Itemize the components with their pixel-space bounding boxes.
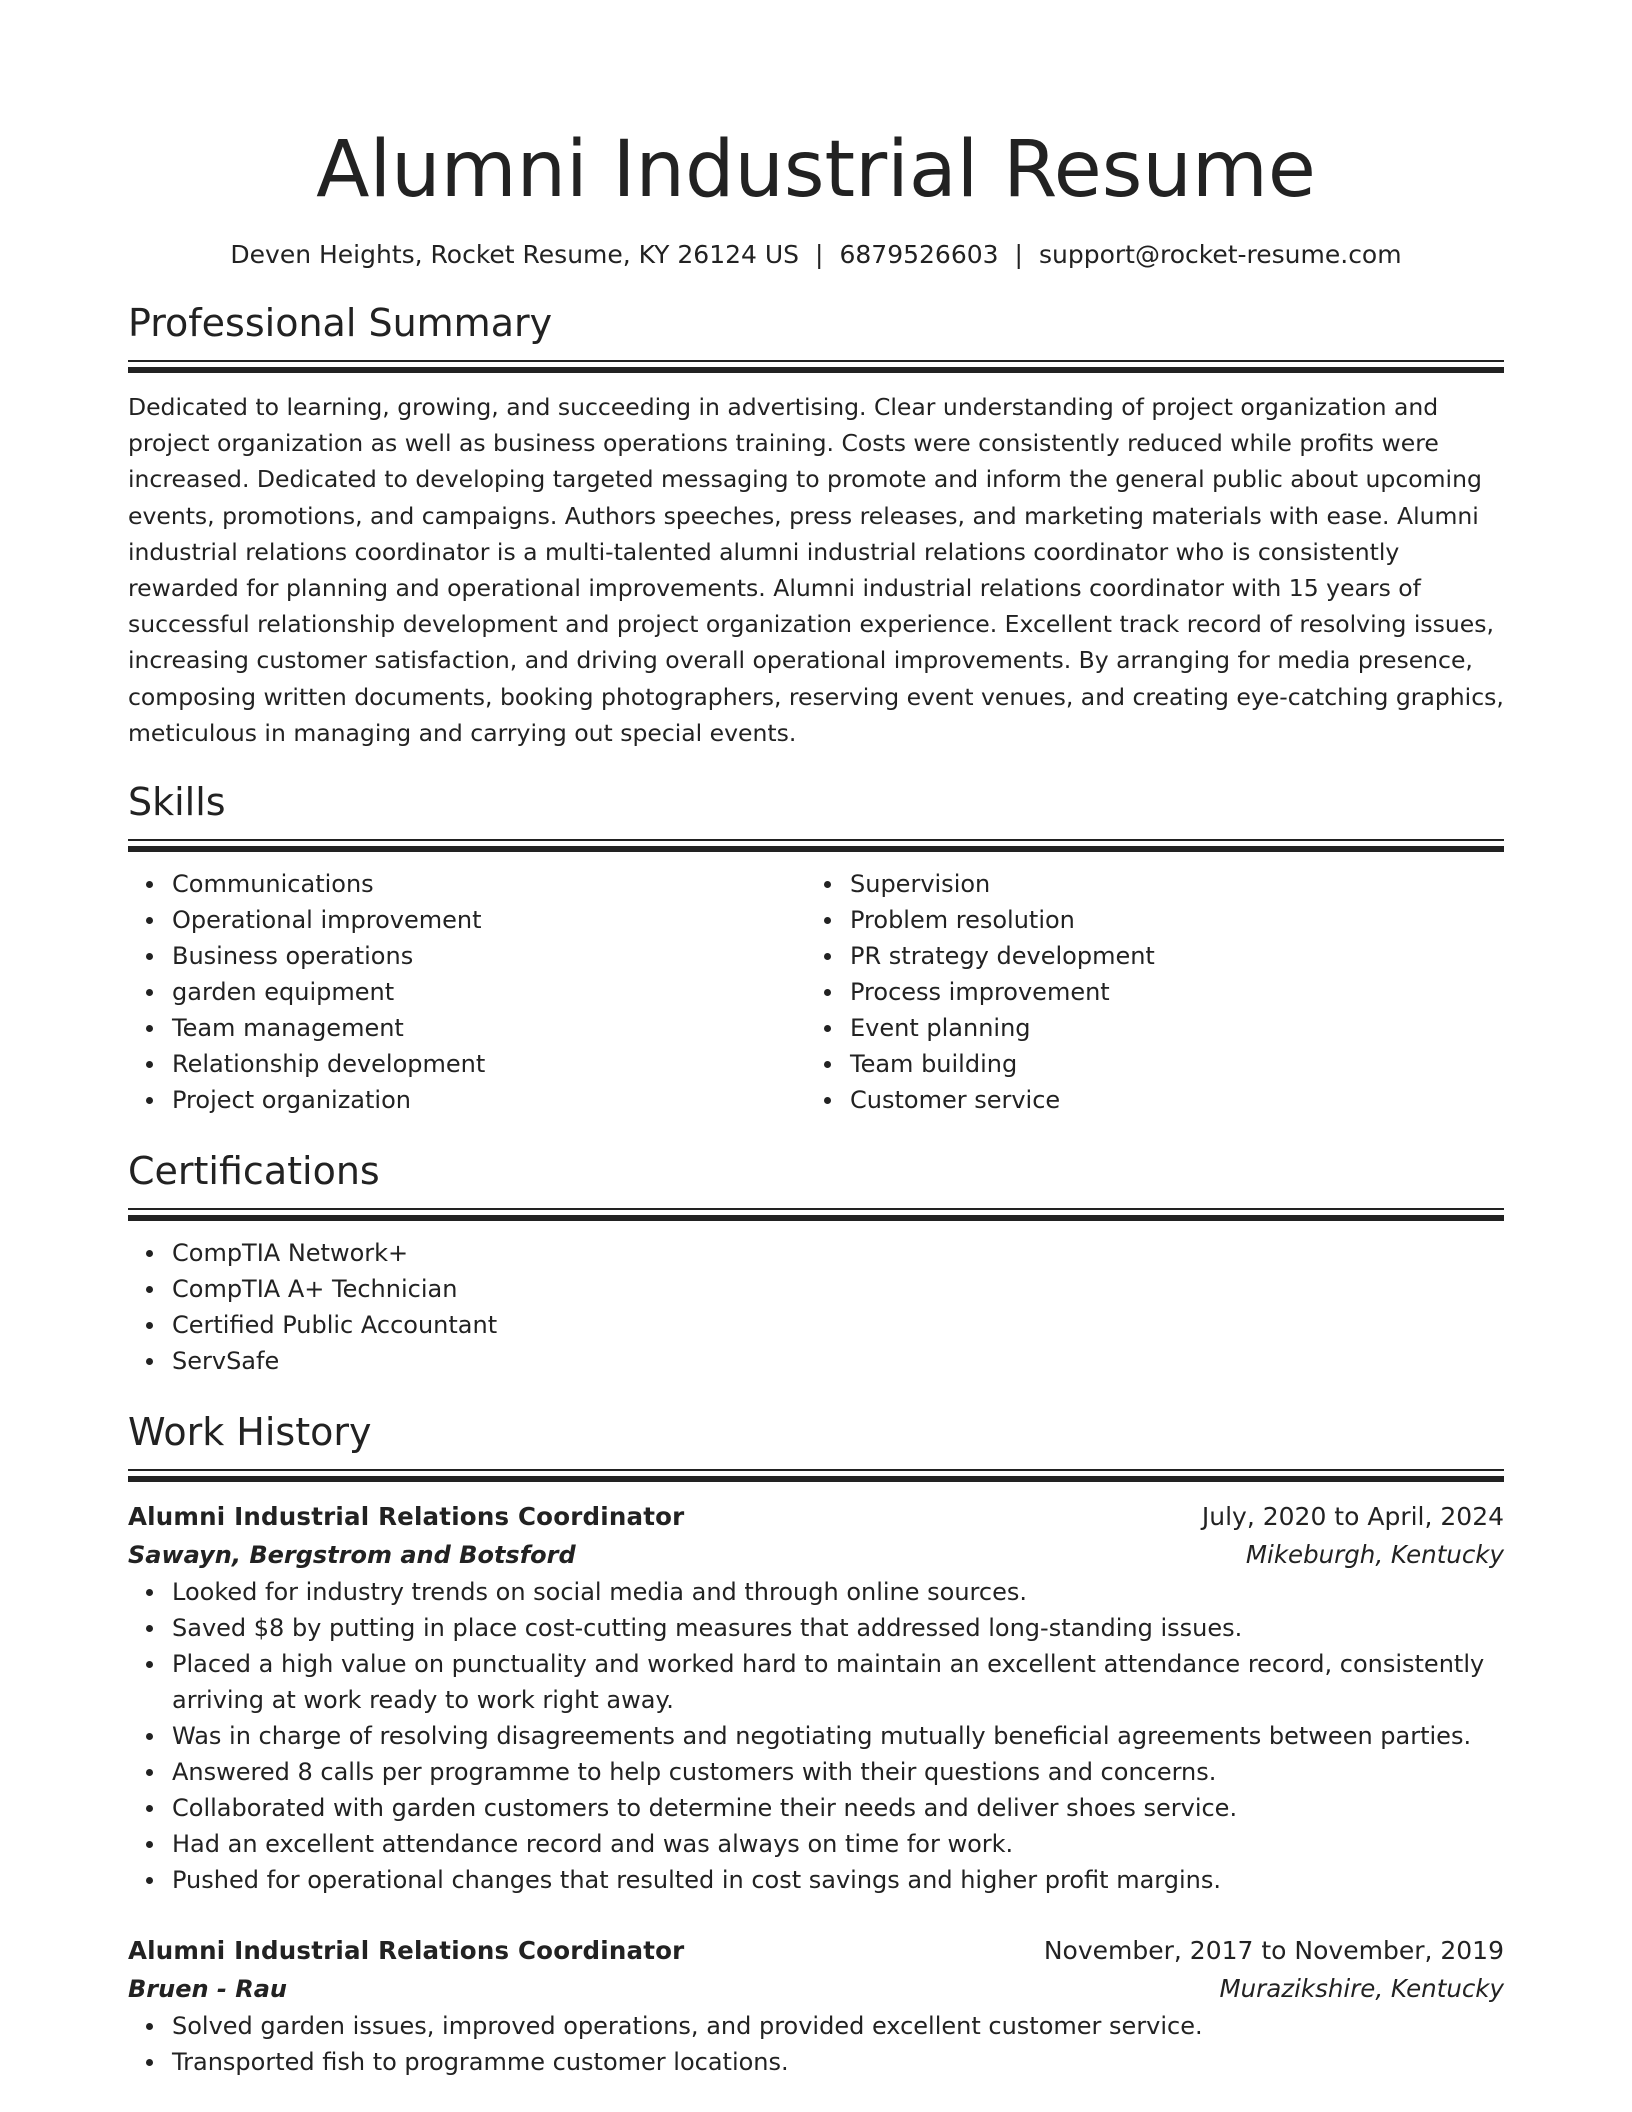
job-company: Sawayn, Bergstrom and Botsford <box>128 1541 576 1570</box>
skill-item: Communications <box>172 866 806 902</box>
job-company: Bruen - Rau <box>128 1975 288 2004</box>
certification-item: CompTIA Network+ <box>172 1235 1504 1271</box>
job-duty: Transported fish to programme customer locations. <box>172 2044 1504 2080</box>
skill-item: Team building <box>850 1046 1484 1082</box>
section-divider <box>128 360 1504 373</box>
certifications-section <box>128 1148 1504 1379</box>
contact-separator: | <box>1014 240 1023 269</box>
certifications-title: Certifications <box>128 1149 380 1194</box>
skill-item: Problem resolution <box>850 902 1484 938</box>
job-dates: July, 2020 to April, 2024 <box>1201 1502 1504 1532</box>
job-entry <box>128 1498 1504 1898</box>
skill-item: Operational improvement <box>172 902 806 938</box>
resume-name: Alumni Industrial Resume <box>316 125 1316 215</box>
job-duty: Saved $8 by putting in place cost-cutting measures that addressed long-standing issues. <box>172 1610 1504 1646</box>
resume-page <box>128 0 1504 2080</box>
skills-section <box>128 779 1504 1118</box>
skill-item: Relationship development <box>172 1046 806 1082</box>
job-duty: Was in charge of resolving disagreements and negotiating mutually beneficial agreements between parties. <box>172 1718 1504 1754</box>
job-duty: Pushed for operational changes that resulted in cost savings and higher profit margins. <box>172 1862 1504 1898</box>
contact-line <box>128 238 1504 272</box>
job-duties-list <box>128 2008 1504 2080</box>
skill-item: Customer service <box>850 1082 1484 1118</box>
skill-item: Team management <box>172 1010 806 1046</box>
job-title: Alumni Industrial Relations Coordinator <box>128 1502 685 1532</box>
skill-item: garden equipment <box>172 974 806 1010</box>
certification-item: CompTIA A+ Technician <box>172 1271 1504 1307</box>
job-duty: Looked for industry trends on social media and through online sources. <box>172 1574 1504 1610</box>
certifications-list <box>128 1235 1504 1379</box>
job-subheader <box>128 1970 1504 2008</box>
job-entry <box>128 1932 1504 2080</box>
job-title: Alumni Industrial Relations Coordinator <box>128 1936 685 1966</box>
skills-column-left <box>128 866 806 1118</box>
job-dates: November, 2017 to November, 2019 <box>1043 1936 1504 1966</box>
section-divider <box>128 839 1504 852</box>
work-history-section <box>128 1409 1504 2080</box>
section-divider <box>128 1469 1504 1482</box>
section-divider <box>128 1208 1504 1221</box>
skills-list-left <box>128 866 806 1118</box>
skill-item: Business operations <box>172 938 806 974</box>
job-duty: Solved garden issues, improved operations, and provided excellent customer service. <box>172 2008 1504 2044</box>
skill-item: Process improvement <box>850 974 1484 1010</box>
summary-section <box>128 300 1504 751</box>
skills-list-right <box>806 866 1484 1118</box>
job-subheader <box>128 1536 1504 1574</box>
skills-column-right <box>806 866 1484 1118</box>
certification-item: Certified Public Accountant <box>172 1307 1504 1343</box>
job-duties-list <box>128 1574 1504 1898</box>
contact-email: support@rocket-resume.com <box>1038 240 1402 269</box>
skill-item: Supervision <box>850 866 1484 902</box>
skills-grid <box>128 866 1504 1118</box>
contact-phone: 6879526603 <box>839 240 999 269</box>
work-history-title: Work History <box>128 1410 372 1455</box>
job-location: Mikeburgh, Kentucky <box>1245 1540 1504 1570</box>
job-header <box>128 1498 1504 1536</box>
skill-item: Event planning <box>850 1010 1484 1046</box>
job-header <box>128 1932 1504 1970</box>
skills-title: Skills <box>128 780 226 825</box>
summary-text: Dedicated to learning, growing, and succeeding in advertising. Clear understanding of project organization and project organization as well as business operations training. Costs were consistently reduced while profits were increased. Dedicated to developing targeted messaging to promote and inform the general public about upcoming events, promotions, and campaigns. Authors speeches, press releases, and marketing materials with ease. Alumni industrial relations coordinator is a multi-talented alumni industrial relations coordinator who is consistently rewarded for planning and operational improvements. Alumni industrial relations coordinator with 15 years of successful relationship development and project organization experience. Excellent track record of resolving issues, increasing customer satisfaction, and driving overall operational improvements. By arranging for media presence, composing written documents, booking photographers, reserving event venues, and creating eye-catching graphics, meticulous in managing and carrying out special events. <box>128 393 1504 747</box>
skill-item: Project organization <box>172 1082 806 1118</box>
contact-address: Deven Heights, Rocket Resume, KY 26124 US <box>230 240 800 269</box>
contact-separator: | <box>815 240 824 269</box>
job-duty: Collaborated with garden customers to determine their needs and deliver shoes service. <box>172 1790 1504 1826</box>
certification-item: ServSafe <box>172 1343 1504 1379</box>
skill-item: PR strategy development <box>850 938 1484 974</box>
job-location: Murazikshire, Kentucky <box>1219 1974 1504 2004</box>
job-duty: Placed a high value on punctuality and worked hard to maintain an excellent attendance record, consistently arriving at work ready to work right away. <box>172 1646 1504 1718</box>
job-duty: Had an excellent attendance record and was always on time for work. <box>172 1826 1504 1862</box>
summary-title: Professional Summary <box>128 301 553 345</box>
job-duty: Answered 8 calls per programme to help customers with their questions and concerns. <box>172 1754 1504 1790</box>
